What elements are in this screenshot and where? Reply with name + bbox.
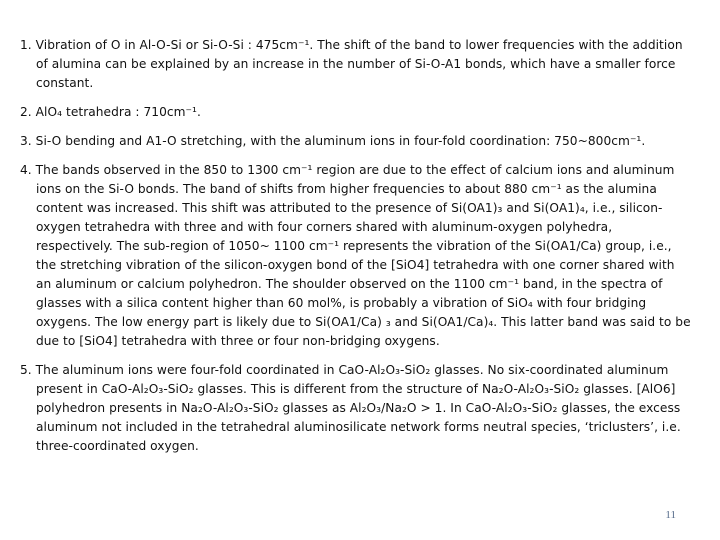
item-text: AlO₄ tetrahedra : 710cm⁻¹. (35, 105, 201, 119)
item-number: 1. (20, 38, 32, 52)
item-text: The aluminum ions were four-fold coordinated in CaO-Al₂O₃-SiO₂ glasses. No six-coordinated aluminum present in CaO-Al₂O₃-SiO₂ glasses. This is different from the structure of Na₂O-Al₂O₃-SiO₂ glasses. [AlO6] polyhedron presents in Na₂O-Al₂O₃-SiO₂ glasses as Al₂O₃/Na₂O > 1. In CaO-Al₂O₃-SiO₂ glasses, the excess aluminum not included in the tetrahedral aluminosilicate network forms neutral species, ‘triclusters’, i.e. three-coordinated oxygen. (35, 363, 681, 453)
item-text: The bands observed in the 850 to 1300 cm⁻¹ region are due to the effect of calcium ions and aluminum ions on the Si-O bonds. The band of shifts from higher frequencies to about 880 cm⁻¹ as the alumina content was increased. This shift was attributed to the presence of Si(OA1)₃ and Si(OA1)₄, i.e., silicon-oxygen tetrahedra with three and with four corners shared with aluminum-oxygen polyhedra, respectively. The sub-region of 1050~ 1100 cm⁻¹ represents the vibration of the Si(OA1/Ca) group, i.e., the stretching vibration of the silicon-oxygen bond of the [SiO4] tetrahedra with one corner shared with an aluminum or calcium polyhedron. The shoulder observed on the 1100 cm⁻¹ band, in the spectra of glasses with a silica content higher than 60 mol%, is probably a vibration of SiO₄ with four bridging oxygens. The low energy part is likely due to Si(OA1/Ca) ₃ and Si(OA1/Ca)₄. This latter band was said to be due to [SiO4] tetrahedra with three or four non-bridging oxygens. (35, 163, 691, 348)
list-item-2 (20, 103, 692, 122)
item-text: Vibration of O in Al-O-Si or Si-O-Si : 475cm⁻¹. The shift of the band to lower frequencies with the addition of alumina can be explained by an increase in the number of Si-O-A1 bonds, which have a smaller force constant. (35, 38, 683, 90)
item-number: 2. (20, 105, 32, 119)
item-number: 3. (20, 134, 32, 148)
list-item-3 (20, 132, 692, 151)
list-item-4 (20, 161, 692, 351)
list-item-1 (20, 36, 692, 93)
item-text: Si-O bending and A1-O stretching, with the aluminum ions in four-fold coordination: 750~800cm⁻¹. (35, 134, 646, 148)
page-number: 11 (665, 509, 676, 521)
item-number: 4. (20, 163, 32, 177)
list-item-5 (20, 361, 692, 456)
item-number: 5. (20, 363, 32, 377)
